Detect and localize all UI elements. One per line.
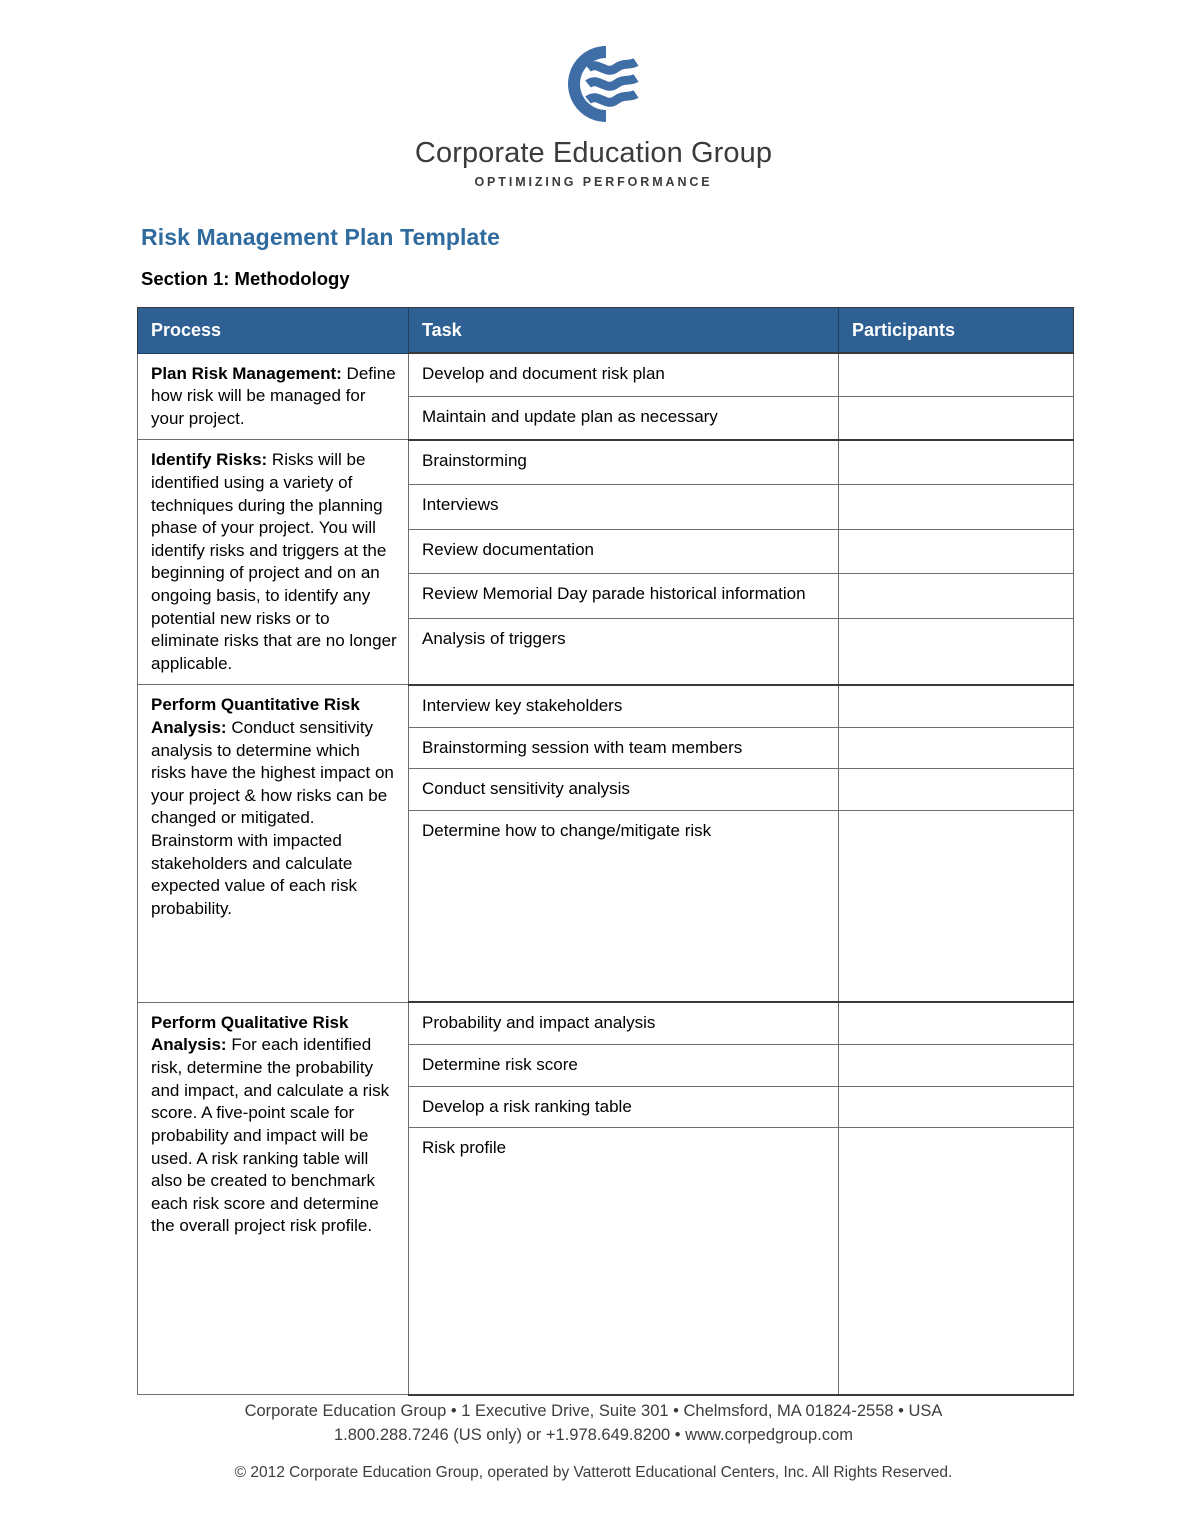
- participants-cell[interactable]: [839, 727, 1074, 769]
- task-cell[interactable]: Conduct sensitivity analysis: [409, 769, 839, 811]
- section-heading: Section 1: Methodology: [141, 268, 350, 289]
- task-cell[interactable]: Review Memorial Day parade historical information: [409, 574, 839, 619]
- task-cell[interactable]: Determine risk score: [409, 1044, 839, 1086]
- brand-header: [0, 0, 1187, 189]
- process-name: Perform Quantitative Risk Analysis:: [151, 695, 360, 738]
- process-name: Perform Qualitative Risk Analysis:: [151, 1012, 349, 1055]
- task-cell[interactable]: Brainstorming: [409, 440, 839, 485]
- task-cell[interactable]: Maintain and update plan as necessary: [409, 396, 839, 439]
- process-name: Identify Risks:: [151, 450, 268, 470]
- footer-address-line-2: 1.800.288.7246 (US only) or +1.978.649.8200 • www.corpedgroup.com: [334, 1425, 853, 1444]
- brand-tagline: OPTIMIZING PERFORMANCE: [474, 175, 713, 190]
- process-name: Plan Risk Management:: [151, 363, 342, 383]
- table-row: [138, 1002, 1074, 1044]
- participants-cell[interactable]: [839, 440, 1074, 485]
- task-cell[interactable]: Determine how to change/mitigate risk: [409, 810, 839, 1002]
- participants-cell[interactable]: [839, 685, 1074, 727]
- task-cell[interactable]: Review documentation: [409, 529, 839, 574]
- process-cell: [138, 440, 409, 685]
- methodology-table: [137, 307, 1074, 1396]
- process-description: Risks will be identified using a variety of techniques during the planning phase of your project. You will identify risks and triggers at the beginning of project and on an ongoing basis, to identify any potential new risks or to eliminate risks that are no longer applicable.: [151, 450, 397, 673]
- column-header-process: Process: [138, 308, 409, 354]
- table-row: [138, 685, 1074, 727]
- participants-cell[interactable]: [839, 1044, 1074, 1086]
- participants-cell[interactable]: [839, 769, 1074, 811]
- page-footer: [0, 1400, 1187, 1482]
- participants-cell[interactable]: [839, 485, 1074, 530]
- process-description: Define how risk will be managed for your project.: [151, 363, 396, 428]
- participants-cell[interactable]: [839, 574, 1074, 619]
- participants-cell[interactable]: [839, 396, 1074, 439]
- process-cell: [138, 685, 409, 1002]
- column-header-participants: Participants: [839, 308, 1074, 354]
- task-cell[interactable]: Probability and impact analysis: [409, 1002, 839, 1044]
- page-title: Risk Management Plan Template: [141, 224, 501, 250]
- task-cell[interactable]: Develop a risk ranking table: [409, 1086, 839, 1128]
- process-description: For each identified risk, determine the probability and impact, and calculate a risk score. A five-point scale for probability and impact will be used. A risk ranking table will also be created to benchmark each risk score and determine the overall project risk profile.: [151, 1035, 390, 1236]
- footer-address-line-1: Corporate Education Group • 1 Executive Drive, Suite 301 • Chelmsford, MA 01824-2558 • USA: [244, 1402, 943, 1420]
- table-head: [138, 308, 1074, 354]
- participants-cell[interactable]: [839, 618, 1074, 685]
- task-cell[interactable]: Risk profile: [409, 1128, 839, 1395]
- column-header-task: Task: [409, 308, 839, 354]
- table-body: [138, 353, 1074, 1395]
- participants-cell[interactable]: [839, 810, 1074, 1002]
- participants-cell[interactable]: [839, 1002, 1074, 1044]
- process-cell: [138, 353, 409, 440]
- participants-cell[interactable]: [839, 1128, 1074, 1395]
- brand-wordmark: Corporate Education Group: [414, 137, 773, 169]
- process-description: Conduct sensitivity analysis to determine which risks have the highest impact on your project & how risks can be changed or mitigated. Brainstorm with impacted stakeholders and calculate expected value of each risk probability.: [151, 718, 394, 918]
- task-cell[interactable]: Analysis of triggers: [409, 618, 839, 685]
- footer-copyright: © 2012 Corporate Education Group, operated by Vatterott Educational Centers, Inc. All Rights Reserved.: [234, 1463, 953, 1481]
- task-cell[interactable]: Interviews: [409, 485, 839, 530]
- participants-cell[interactable]: [839, 353, 1074, 396]
- task-cell[interactable]: Develop and document risk plan: [409, 353, 839, 396]
- participants-cell[interactable]: [839, 1086, 1074, 1128]
- participants-cell[interactable]: [839, 529, 1074, 574]
- task-cell[interactable]: Interview key stakeholders: [409, 685, 839, 727]
- task-cell[interactable]: Brainstorming session with team members: [409, 727, 839, 769]
- corporate-education-group-c-wave-logo: [544, 38, 644, 130]
- table-row: [138, 440, 1074, 485]
- table-header-row: [138, 308, 1074, 354]
- table-row: [138, 353, 1074, 396]
- process-cell: [138, 1002, 409, 1394]
- methodology-table-container: [137, 307, 1073, 1396]
